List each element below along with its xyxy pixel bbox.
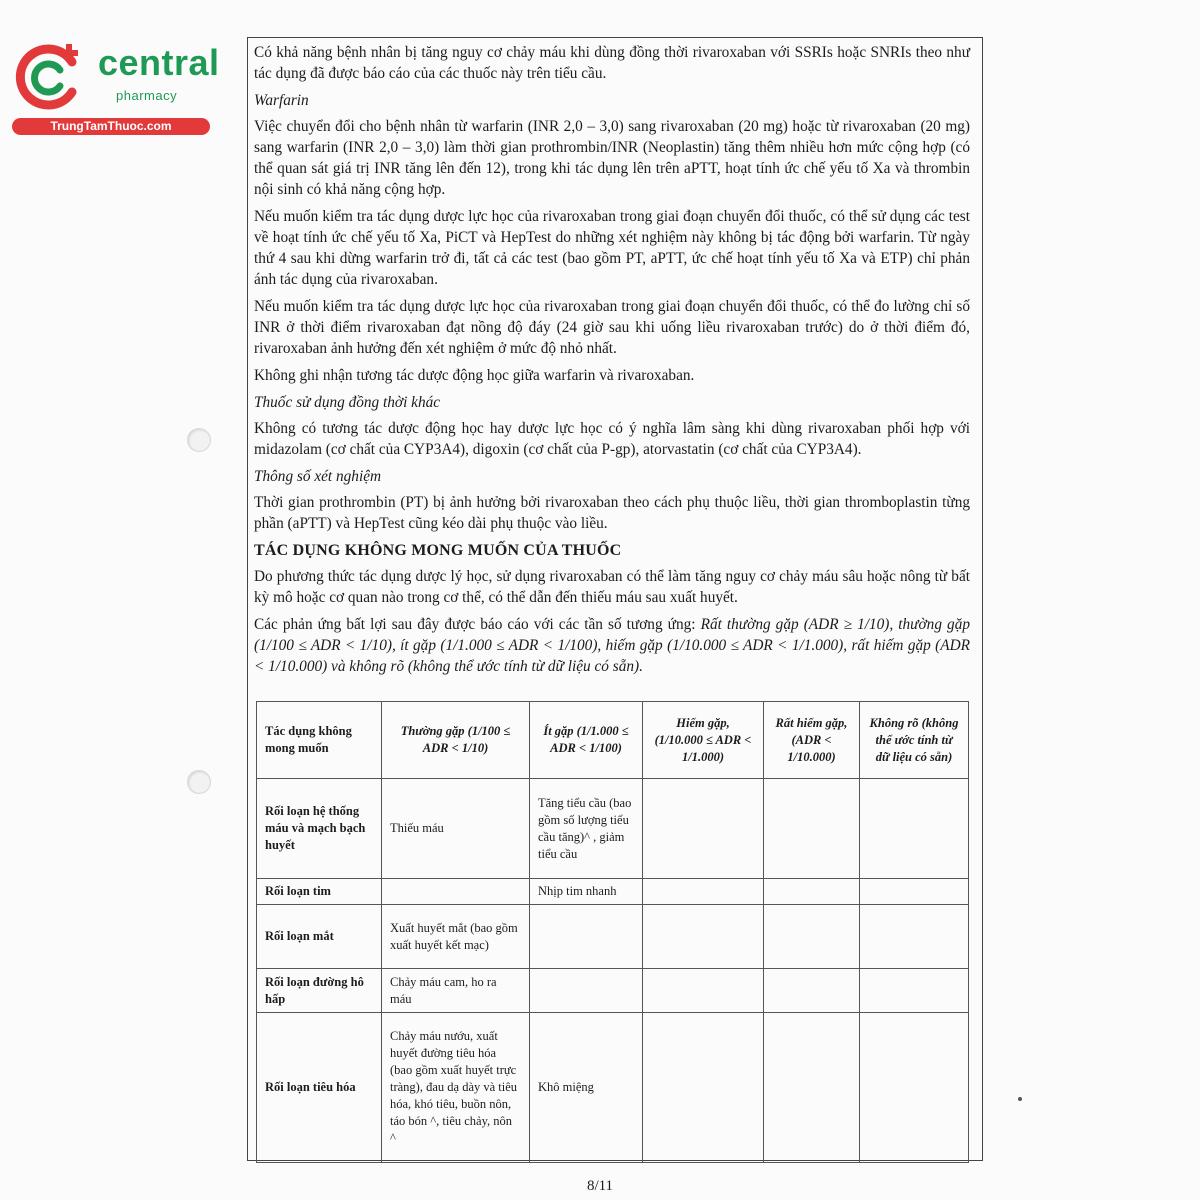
subheading-warfarin: Warfarin [254,92,309,109]
table-cell: Chảy máu cam, ho ra máu [382,969,530,1013]
table-row [257,1013,969,1163]
table-header-row [257,702,969,779]
table-cell [764,1013,860,1163]
frequency-lead-text: Các phản ứng bất lợi sau đây được báo cáo với các tần số tương ứng: [254,616,701,633]
table-cell [764,905,860,969]
row-label: Rối loạn tiêu hóa [257,1013,382,1163]
table-cell: Khô miệng [530,1013,643,1163]
table-cell [860,1013,969,1163]
table-cell: Chảy máu nướu, xuất huyết đường tiêu hóa (bao gồm xuất huyết trực tràng), đau dạ dày và tiêu hóa, khó tiêu, buồn nôn, táo bón ^, tiêu chảy, nôn ^ [382,1013,530,1163]
row-label: Rối loạn tim [257,879,382,905]
table-cell [530,969,643,1013]
brand-tagline: pharmacy [116,88,178,103]
page-number: 8/11 [586,1178,614,1194]
table-cell [643,969,764,1013]
table-cell [764,779,860,879]
central-pharmacy-logo [10,38,220,138]
header-common: Thường gặp (1/100 ≤ ADR < 1/10) [382,702,530,779]
table-row [257,879,969,905]
table-cell [860,779,969,879]
paragraph-warfarin-test: Nếu muốn kiểm tra tác dụng dược lực học của rivaroxaban trong giai đoạn chuyển đổi thuốc, có thể sử dụng các test về hoạt tính ức chế yếu tố Xa, PiCT và HepTest do những xét nghiệm này không bị tác động bởi warfarin. Từ ngày thứ 4 sau khi dừng warfarin trở đi, tất cả các test (bao gồm PT, aPTT, ức chế hoạt tính yếu tố Xa và ETP) chỉ phản ánh tác dụng của rivaroxaban. [254,208,970,288]
table-cell: Nhịp tim nhanh [530,879,643,905]
paragraph-warfarin-switch: Việc chuyển đổi cho bệnh nhân từ warfarin (INR 2,0 – 3,0) sang rivaroxaban (20 mg) hoặc từ rivaroxaban (20 mg) sang warfarin (INR 2,0 – 3,0) làm thời gian prothrombin/INR (Neoplastin) tăng thêm nhiều hơn mức cộng hợp (có thể quan sát giá trị INR tăng lên đến 12), trong khi tác dụng lên trên aPTT, hoạt tính ức chế yếu tố Xa và thrombin nội sinh có khả năng cộng hợp. [254,118,970,198]
table-cell [764,879,860,905]
table-cell [643,1013,764,1163]
adverse-reactions-table [256,701,969,1163]
brand-name: central [98,42,220,83]
document-body [254,42,970,683]
paragraph-warfarin-pk: Không ghi nhận tương tác dược động học giữa warfarin và rivaroxaban. [254,367,695,384]
header-unknown: Không rõ (không thể ước tính từ dữ liệu có sẵn) [860,702,969,779]
table-cell: Thiếu máu [382,779,530,879]
subheading-lab-params: Thông số xét nghiệm [254,468,382,485]
table-cell [530,905,643,969]
table-cell [764,969,860,1013]
table-cell [860,879,969,905]
header-very-rare: Rất hiếm gặp, (ADR < 1/10.000) [764,702,860,779]
paragraph-bleeding-risk: Do phương thức tác dụng dược lý học, sử dụng rivaroxaban có thể làm tăng nguy cơ chảy máu sâu hoặc nông từ bất kỳ mô hoặc cơ quan nào trong cơ thể, có thể dẫn đến thiếu máu sau xuất huyết. [254,568,970,606]
header-adverse-effect: Tác dụng không mong muốn [257,702,382,779]
table-row [257,905,969,969]
table-cell [643,779,764,879]
paragraph-warfarin-inr: Nếu muốn kiểm tra tác dụng dược lực học của rivaroxaban trong giai đoạn chuyển đổi thuốc, có thể đo lường chỉ số INR ở thời điểm rivaroxaban đạt nồng độ đáy (24 giờ sau khi uống liều rivaroxaban trước) do ở thời điểm đó, rivaroxaban ảnh hưởng đến xét nghiệm ở mức độ nhỏ nhất. [254,298,970,357]
margin-dot [1018,1097,1022,1101]
header-rare: Hiếm gặp, (1/10.000 ≤ ADR < 1/1.000) [643,702,764,779]
row-label: Rối loạn mắt [257,905,382,969]
row-label: Rối loạn hệ thống máu và mạch bạch huyết [257,779,382,879]
punch-hole-top [187,428,211,452]
table-cell: Xuất huyết mắt (bao gồm xuất huyết kết mạc) [382,905,530,969]
paragraph-frequency-definitions [254,614,970,677]
paragraph-other-drugs: Không có tương tác dược động học hay dược lực học có ý nghĩa lâm sàng khi dùng rivaroxaban phối hợp với midazolam (cơ chất của CYP3A4), digoxin (cơ chất của P-gp), atorvastatin (cơ chất của CYP3A4). [254,420,970,458]
table-cell [860,905,969,969]
table-cell [643,879,764,905]
row-label: Rối loạn đường hô hấp [257,969,382,1013]
table-row [257,969,969,1013]
table-cell [382,879,530,905]
punch-hole-bottom [187,770,211,794]
table-cell [860,969,969,1013]
paragraph-lab-params: Thời gian prothrombin (PT) bị ảnh hưởng bởi rivaroxaban theo cách phụ thuộc liều, thời gian thromboplastin từng phần (aPTT) và HepTest cũng kéo dài phụ thuộc vào liều. [254,494,970,532]
pharmacy-cross-logo-icon [14,40,86,112]
paragraph-ssri: Có khả năng bệnh nhân bị tăng nguy cơ chảy máu khi dùng đồng thời rivaroxaban với SSRIs hoặc SNRIs theo như tác dụng đã được báo cáo của các thuốc này trên tiểu cầu. [254,44,970,82]
brand-url: TrungTamThuoc.com [12,118,210,135]
table-cell [643,905,764,969]
frequency-definitions-text: Rất thường gặp (ADR ≥ 1/10), thường gặp (1/100 ≤ ADR < 1/10), ít gặp (1/1.000 ≤ ADR < 1/100), hiếm gặp (1/10.000 ≤ ADR < 1/1.000), rất hiếm gặp (ADR < 1/10.000) và không rõ (không thể ước tính từ dữ liệu có sẵn). [254,616,970,675]
margin-stamp [1010,572,1034,722]
table-cell: Tăng tiểu cầu (bao gồm số lượng tiểu cầu tăng)^ , giảm tiểu cầu [530,779,643,879]
subheading-other-drugs: Thuốc sử dụng đồng thời khác [254,394,441,411]
header-uncommon: Ít gặp (1/1.000 ≤ ADR < 1/100) [530,702,643,779]
section-heading-adverse-effects: TÁC DỤNG KHÔNG MONG MUỐN CỦA THUỐC [254,542,622,559]
table-row [257,779,969,879]
